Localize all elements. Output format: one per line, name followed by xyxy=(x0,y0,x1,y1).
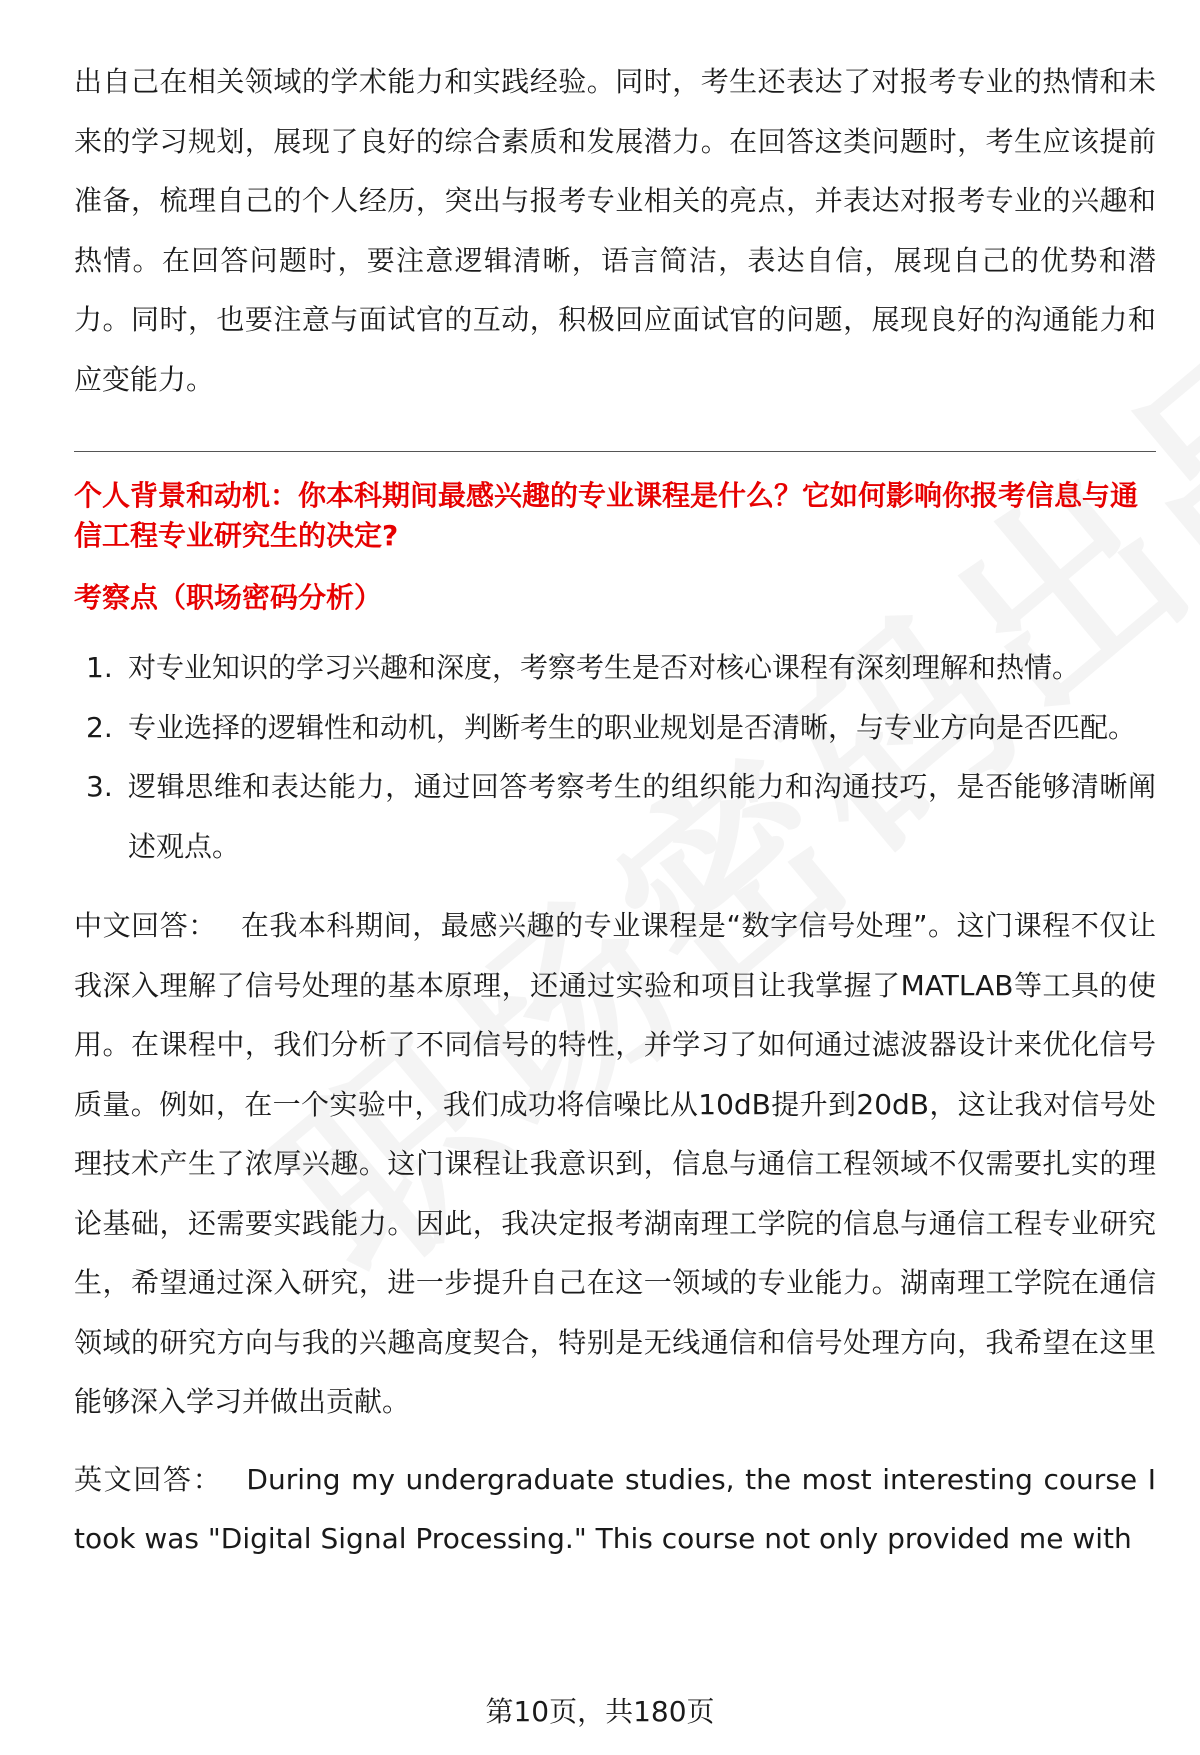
assessment-heading: 考察点（职场密码分析） xyxy=(74,581,383,614)
chinese-answer-label: 中文回答： xyxy=(74,909,217,942)
english-answer-label: 英文回答： xyxy=(74,1462,223,1496)
question-heading: 个人背景和动机：你本科期间最感兴趣的专业课程是什么？它如何影响你报考信息与通信工程专业研究生的决定? xyxy=(74,479,1139,552)
chinese-answer xyxy=(74,896,1156,1432)
section-divider xyxy=(74,451,1156,452)
point-number: 2. xyxy=(86,710,113,744)
assessment-point-2 xyxy=(74,698,1156,758)
document-page xyxy=(74,52,1156,1569)
assessment-point-3 xyxy=(74,757,1156,876)
english-answer-text: During my undergraduate studies, the most interesting course I took was "Digital Signal Processing." This course not only provided me with xyxy=(74,1462,1156,1555)
page-footer: 第10页，共180页 xyxy=(485,1695,715,1728)
chinese-answer-text: 在我本科期间，最感兴趣的专业课程是“数字信号处理”。这门课程不仅让我深入理解了信号处理的基本原理，还通过实验和项目让我掌握了MATLAB等工具的使用。在课程中，我们分析了不同信号的特性，并学习了如何通过滤波器设计来优化信号质量。例如，在一个实验中，我们成功将信噪比从10dB提升到20dB，这让我对信号处理技术产生了浓厚兴趣。这门课程让我意识到，信息与通信工程领域不仅需要扎实的理论基础，还需要实践能力。因此，我决定报考湖南理工学院的信息与通信工程专业研究生，希望通过深入研究，进一步提升自己在这一领域的专业能力。湖南理工学院在通信领域的研究方向与我的兴趣高度契合，特别是无线通信和信号处理方向，我希望在这里能够深入学习并做出贡献。 xyxy=(74,909,1156,1418)
assessment-point-1 xyxy=(74,638,1156,698)
english-answer xyxy=(74,1450,1156,1569)
point-text: 逻辑思维和表达能力，通过回答考察考生的组织能力和沟通技巧，是否能够清晰阐述观点。 xyxy=(128,770,1156,863)
point-number: 1. xyxy=(86,651,113,684)
point-text: 专业选择的逻辑性和动机，判断考生的职业规划是否清晰，与专业方向是否匹配。 xyxy=(128,710,1137,744)
intro-paragraph: 出自己在相关领域的学术能力和实践经验。同时，考生还表达了对报考专业的热情和未来的学习规划，展现了良好的综合素质和发展潜力。在回答这类问题时，考生应该提前准备，梳理自己的个人经历，突出与报考专业相关的亮点，并表达对报考专业的兴趣和热情。在回答问题时，要注意逻辑清晰，语言简洁，表达自信，展现自己的优势和潜力。同时，也要注意与面试官的互动，积极回应面试官的问题，展现良好的沟通能力和应变能力。 xyxy=(74,65,1156,396)
point-text: 对专业知识的学习兴趣和深度，考察考生是否对核心课程有深刻理解和热情。 xyxy=(128,651,1081,684)
point-number: 3. xyxy=(86,770,113,803)
assessment-points-list xyxy=(74,638,1156,876)
